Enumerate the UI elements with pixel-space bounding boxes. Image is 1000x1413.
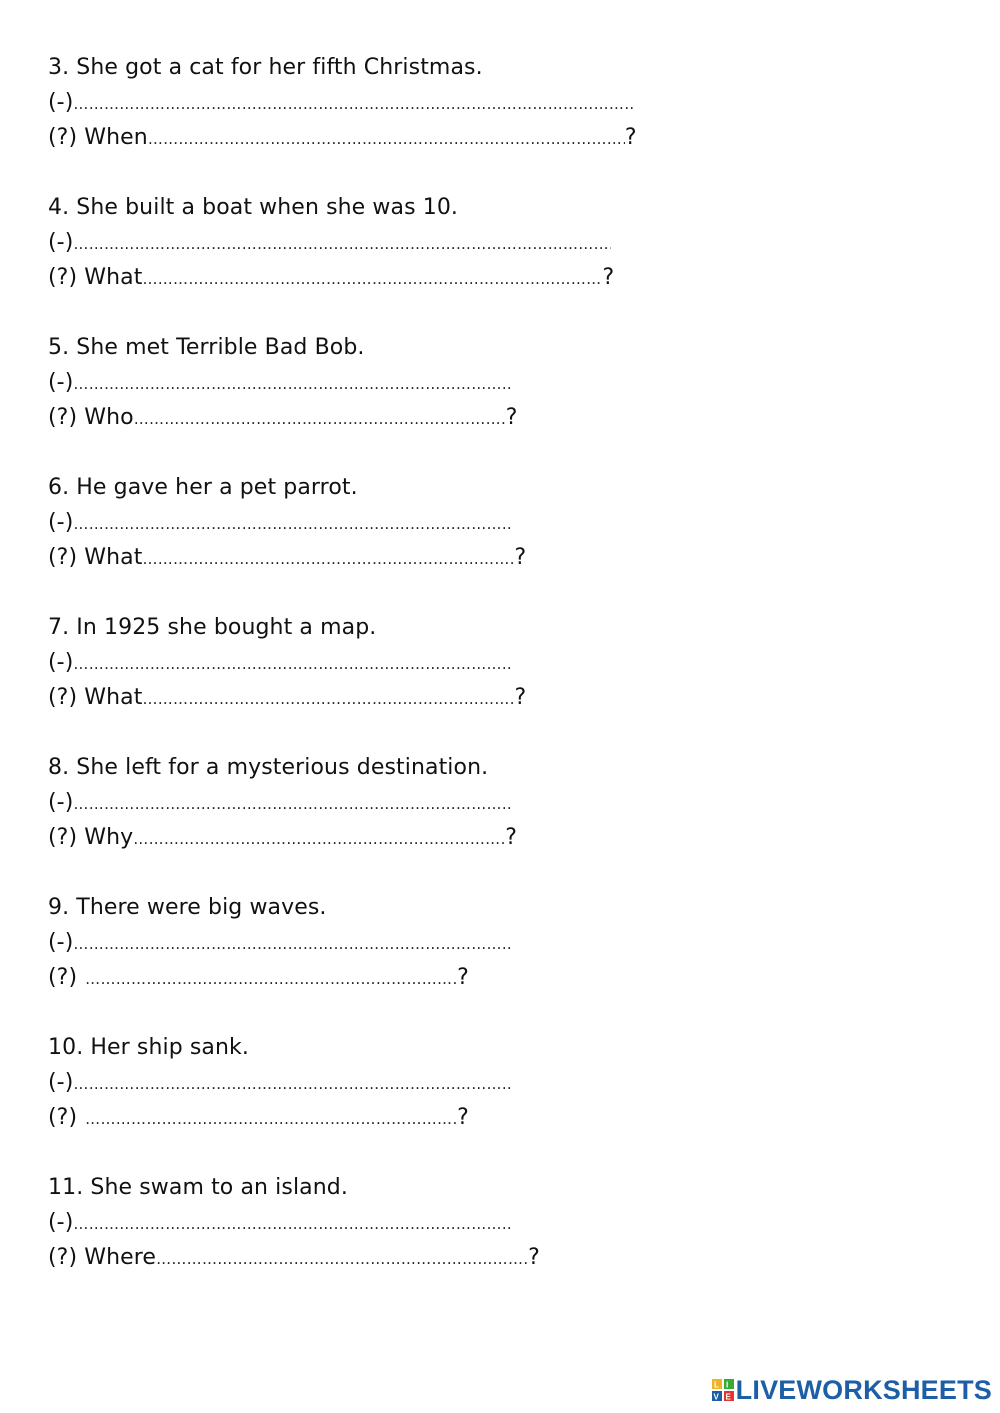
answer-dotted-blank[interactable] <box>134 402 506 437</box>
svg-text:L: L <box>713 1380 719 1390</box>
negative-answer-line[interactable] <box>48 225 968 260</box>
exercise-statement: 3. She got a cat for her fifth Christmas. <box>48 55 483 80</box>
answer-dotted-blank[interactable] <box>73 507 513 542</box>
svg-text:V: V <box>713 1392 719 1401</box>
question-mark: ? <box>624 125 637 150</box>
question-answer-line[interactable] <box>48 680 968 715</box>
question-answer-line[interactable] <box>48 820 968 855</box>
question-answer-line[interactable] <box>48 540 968 575</box>
negative-prefix: (-) <box>48 1070 74 1095</box>
question-prefix: (?) What <box>48 545 143 570</box>
question-mark: ? <box>602 265 615 290</box>
answer-dotted-blank[interactable] <box>73 87 633 122</box>
answer-dotted-blank[interactable] <box>156 1242 528 1277</box>
exercise-statement: 6. He gave her a pet parrot. <box>48 475 358 500</box>
answer-dotted-blank[interactable] <box>73 227 611 262</box>
question-prefix: (?) Why <box>48 825 134 850</box>
answer-dotted-blank[interactable] <box>142 682 514 717</box>
answer-dotted-blank[interactable] <box>73 787 513 822</box>
negative-prefix: (-) <box>48 370 74 395</box>
exercise-item <box>48 470 968 610</box>
question-prefix: (?) What <box>48 265 143 290</box>
exercise-item <box>48 190 968 330</box>
negative-prefix: (-) <box>48 650 74 675</box>
svg-text:E: E <box>725 1392 731 1401</box>
exercise-item <box>48 750 968 890</box>
exercise-statement: 7. In 1925 she bought a map. <box>48 615 377 640</box>
negative-prefix: (-) <box>48 790 74 815</box>
answer-dotted-blank[interactable] <box>142 542 514 577</box>
negative-answer-line[interactable] <box>48 785 968 820</box>
question-prefix: (?) <box>48 965 78 990</box>
exercise-item <box>48 890 968 1030</box>
exercise-statement: 4. She built a boat when she was 10. <box>48 195 459 220</box>
question-answer-line[interactable] <box>48 1100 968 1135</box>
question-prefix: (?) Where <box>48 1245 157 1270</box>
question-mark: ? <box>528 1245 540 1270</box>
question-answer-line[interactable] <box>48 1240 968 1275</box>
negative-answer-line[interactable] <box>48 365 968 400</box>
question-mark: ? <box>505 405 518 430</box>
exercise-item <box>48 1030 968 1170</box>
negative-prefix: (-) <box>48 90 74 115</box>
question-answer-line[interactable] <box>48 960 968 995</box>
answer-dotted-blank[interactable] <box>133 822 505 857</box>
question-answer-line[interactable] <box>48 400 968 435</box>
question-mark: ? <box>457 965 469 990</box>
exercise-statement: 10. Her ship sank. <box>48 1035 249 1060</box>
answer-dotted-blank[interactable] <box>85 1102 457 1137</box>
negative-prefix: (-) <box>48 930 74 955</box>
answer-dotted-blank[interactable] <box>85 962 457 997</box>
question-mark: ? <box>505 825 518 850</box>
exercise-statement: 9. There were big waves. <box>48 895 327 920</box>
question-prefix: (?) <box>48 1105 78 1130</box>
negative-answer-line[interactable] <box>48 1205 968 1240</box>
negative-answer-line[interactable] <box>48 645 968 680</box>
question-prefix: (?) When <box>48 125 148 150</box>
answer-dotted-blank[interactable] <box>73 1207 513 1242</box>
answer-dotted-blank[interactable] <box>73 367 513 402</box>
negative-prefix: (-) <box>48 1210 74 1235</box>
negative-answer-line[interactable] <box>48 505 968 540</box>
answer-dotted-blank[interactable] <box>148 122 625 157</box>
liveworksheets-branding[interactable] <box>712 1375 992 1405</box>
question-prefix: (?) Who <box>48 405 134 430</box>
answer-dotted-blank[interactable] <box>142 262 602 297</box>
question-answer-line[interactable] <box>48 260 968 295</box>
negative-prefix: (-) <box>48 510 74 535</box>
exercise-item <box>48 610 968 750</box>
question-mark: ? <box>514 545 527 570</box>
answer-dotted-blank[interactable] <box>73 1067 513 1102</box>
exercise-statement: 5. She met Terrible Bad Bob. <box>48 335 365 360</box>
liveworksheets-logo-icon <box>712 1379 734 1401</box>
worksheet-body <box>48 50 968 1310</box>
question-prefix: (?) What <box>48 685 143 710</box>
exercise-item <box>48 1170 968 1310</box>
svg-text:I: I <box>725 1380 728 1390</box>
question-mark: ? <box>457 1105 469 1130</box>
answer-dotted-blank[interactable] <box>73 647 513 682</box>
question-mark: ? <box>514 685 527 710</box>
answer-dotted-blank[interactable] <box>73 927 513 962</box>
negative-answer-line[interactable] <box>48 1065 968 1100</box>
exercise-statement: 8. She left for a mysterious destination. <box>48 755 489 780</box>
liveworksheets-wordmark: LIVEWORKSHEETS <box>735 1374 992 1405</box>
negative-answer-line[interactable] <box>48 85 968 120</box>
exercise-statement: 11. She swam to an island. <box>48 1175 348 1200</box>
negative-answer-line[interactable] <box>48 925 968 960</box>
negative-prefix: (-) <box>48 230 74 255</box>
exercise-item <box>48 50 968 190</box>
question-answer-line[interactable] <box>48 120 968 155</box>
exercise-item <box>48 330 968 470</box>
